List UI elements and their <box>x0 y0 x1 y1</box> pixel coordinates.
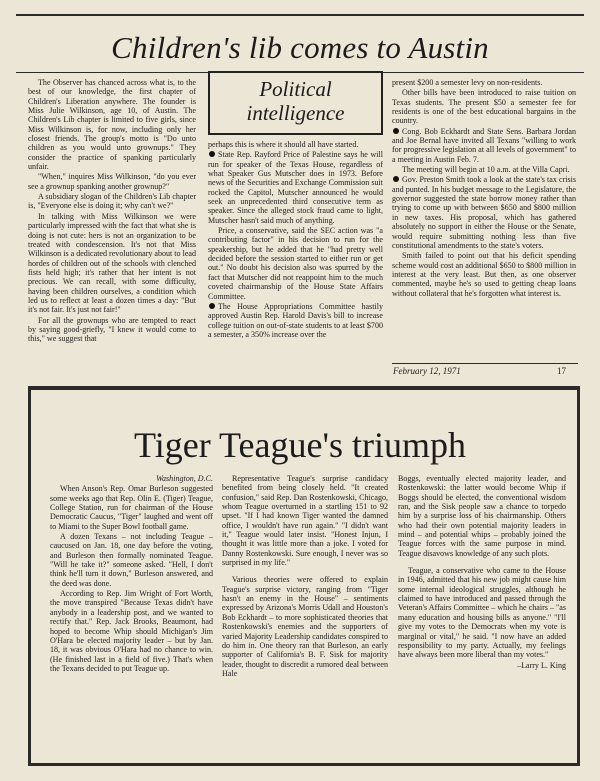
bullet-item <box>392 175 576 250</box>
paragraph: Other bills have been introduced to raise tuition on Texas students. The present $50 a semester fee for residents is one of the best educational bargains in the country. <box>392 88 576 126</box>
political-intelligence-column-2 <box>392 78 576 363</box>
article1-paragraph: In talking with Miss Wilkinson we were particularly impressed with the fact that what she is doing is not cute: hers is not an organization to be treated with condescension. It's not that Miss Wilkinson is a dedicated revolutionary about to lead hordes of children out of the schools with clenched fists held high; it's rather that her intent is not precious. We can recall, with some difficulty, having been children ourselves, a condition which led us to reflect at least a dozen times a day: "But it's not fair. It's just not fair!" <box>28 211 196 315</box>
bullet-text: Gov. Preston Smith took a look at the state's tax crisis and punted. In his budget message to the Legislature, the governor suggested the state borrow money rather than trying to come up with between $650 and $800 million in new taxes. His proposal, which has gathered absolutely no support in either the House or the Senate, would require submitting nothing less than five constitutional amendments to the state's voters. <box>392 175 576 250</box>
article1-title: Children's lib comes to Austin <box>111 30 489 65</box>
dateline: Washington, D.C. <box>156 474 213 483</box>
paragraph: The meeting will begin at 10 a.m. at the Villa Capri. <box>402 165 570 175</box>
article2-title: Tiger Teague's triumph <box>134 425 466 465</box>
article2-paragraph: When Anson's Rep. Omar Burleson suggested some weeks ago that Rep. Olin E. (Tiger) Teague, College Station, run for chairman of the House Democratic Caucus, "Tiger" laughed and went off to Miami to the Super Bowl football game. <box>50 484 213 531</box>
article2-column1 <box>50 474 213 762</box>
article2-border-right <box>577 386 580 766</box>
article2-paragraph: Teague, a conservative who came to the House in 1946, admitted that his new job might cause him some internal ideological struggles, although he claimed to have introduced and passed through the Veteran's Affairs Committee – which he chairs – "as many education and housing bills as anyone." "I'll give my votes to the Democrats when my vote is marginal or vital," he said. "I now have an added responsibility to my party. Actually, my feelings have always been more liberal than my votes." <box>398 566 566 660</box>
political-intelligence-heading: Political intelligence <box>246 77 345 125</box>
bullet-text: Cong. Bob Eckhardt and State Sens. Barbara Jordan and Joe Bernal have invited all Texans "willing to work for progressive legislation at all levels of government" to a meeting in Austin Feb. 7. <box>392 126 576 164</box>
political-intelligence-heading-box <box>208 71 383 135</box>
article2-paragraph: A dozen Texans – not including Teague – caucused on Jan. 18, one day before the voting, and Burleson then formally nominated Teague. "Will he take it?" someone asked. "Hell, I don't think he'll turn it down," Burleson answered, and the deed was done. <box>50 532 213 588</box>
article2-column2 <box>222 474 388 762</box>
author-signature: –Larry L. King <box>517 660 566 670</box>
bullet-item <box>392 127 576 164</box>
article1-paragraph: "When," inquires Miss Wilkinson, "do you ever see a grownup spanking another grownup?" <box>28 172 196 191</box>
article1-paragraph: The Observer has chanced across what is, to the best of our knowledge, the first chapter of Children's Liberation anywhere. The founder is Miss Julie Wilkinson, age 10, of Austin. The Children's Lib chapter is limited to five girls, since Miss Wilkinson is, for now, including only her closest friends. The group's motto is "Do unto children as you would unto grownups." They consider the practice of spanking particularly unfair. <box>28 78 196 172</box>
bullet-text: The House Appropriations Committee hastily approved Austin Rep. Harold Davis's bill to increase college tuition on out-of-state students to at least $700 a semester, a 350% increase over the <box>208 301 383 339</box>
bullet-item <box>208 150 383 225</box>
top-rule <box>16 14 584 16</box>
page-number: 17 <box>557 366 566 376</box>
bullet-icon <box>209 151 215 157</box>
paragraph: Smith failed to point out that his deficit spending scheme would cost an additional $650 to $800 million in interest at the very least. But then, as one observer commented, maybe he's so used to getting cheap loans without collateral that he's forgotten what interest is. <box>392 251 576 298</box>
footer-rule <box>392 363 578 364</box>
bullet-icon <box>393 176 399 182</box>
article1-paragraph: A subsidiary slogan of the Children's Lib chapter is, "Everyone else is doing it; why can't we?" <box>28 192 196 211</box>
bullet-text: State Rep. Rayford Price of Palestine says he will run for speaker of the Texas House, regardless of what Speaker Gus Mutscher does in 1973. Before news of the Securities and Exchange Commission suit rocked the Capitol, Mutscher announced he would seek an unprecedented third consecutive term as speaker. Since the alleged stock fraud came to light, Mutscher hasn't said much of anything. <box>208 150 383 225</box>
bullet-icon <box>209 303 215 309</box>
article2-border-top <box>28 386 580 390</box>
article2-column3 <box>398 474 566 762</box>
political-intelligence-column <box>208 140 383 375</box>
article2-border-left <box>28 386 31 766</box>
intro-paragraph: perhaps this is where it should all have started. <box>208 140 359 149</box>
bullet-icon <box>393 128 399 134</box>
bullet-item <box>208 302 383 339</box>
article1-column1 <box>28 78 196 368</box>
paragraph: present $200 a semester levy on non-residents. <box>392 78 543 87</box>
paragraph: Price, a conservative, said the SEC action was "a contributing factor" in his decision to run for the speakership, but he added that he "had pretty well decided before the session started to either run or get out." No doubt his decision also was spurred by the fact that Mutscher did not reappoint him to the much coveted chairmanship of the House State Affairs Committee. <box>208 226 383 301</box>
article2-paragraph: According to Rep. Jim Wright of Fort Worth, the move transpired "Because Texas didn't have anybody in a leadership post, and we wanted to rectify that." Rep. Jack Brooks, Beaumont, had hoped to become Whip should Michigan's Jim O'Hara be elected majority leader – but by Jan. 18, it was obvious O'Hara had no chance to win. (He finished last in a field of five.) That's when the Texans decided to put Teague up. <box>50 589 213 673</box>
article1-paragraph: For all the grownups who are tempted to react by saying good-griefly, "I knew it would come to this," we suggest that <box>28 315 196 344</box>
article2-border-bottom <box>28 763 580 766</box>
article2-paragraph: Various theories were offered to explain Teague's surprise victory, ranging from "Tiger hasn't an enemy in the House" – sentiments expressed by Arizona's Morris Udall and Houston's Bob Eckhardt – to more sophisticated theories that Rostenkowski's enemies and the supporters of varied Majority Leadership candidates conspired to do him in. One theory ran that Burleson, an early supporter of California's B. F. Sisk for majority leader, thought to discredit a rumored deal between Hale <box>222 575 388 678</box>
issue-date: February 12, 1971 <box>393 366 461 376</box>
article2-paragraph: Boggs, eventually elected majority leader, and Rostenkowski: the latter would become Whip if Boggs should be elected, the conventional wisdom ran, and the Sisk people saw a chance to torpedo him by a surprise loss of his chairmanship. Others who had their own potential majority leaders in mind – and potential whips – probably joined the Teague forces with the same purpose in mind. Teague disavows knowledge of any such plots. <box>398 474 566 558</box>
article2-paragraph: Representative Teague's surprise candidacy benefited from being closely held. "It created confusion," said Rep. Dan Rostenkowski, Chicago, whom Teague overturned in a startling 151 to 92 upset. "If I had known Tiger wanted the damned office, I wouldn't have run again." "I didn't want it," Teague would later insist. "Honest Injun, I thought it was little more than a joke. I voted for Danny Rostenkowski. Sure enough, I never was so surprised in my life." <box>222 474 388 568</box>
